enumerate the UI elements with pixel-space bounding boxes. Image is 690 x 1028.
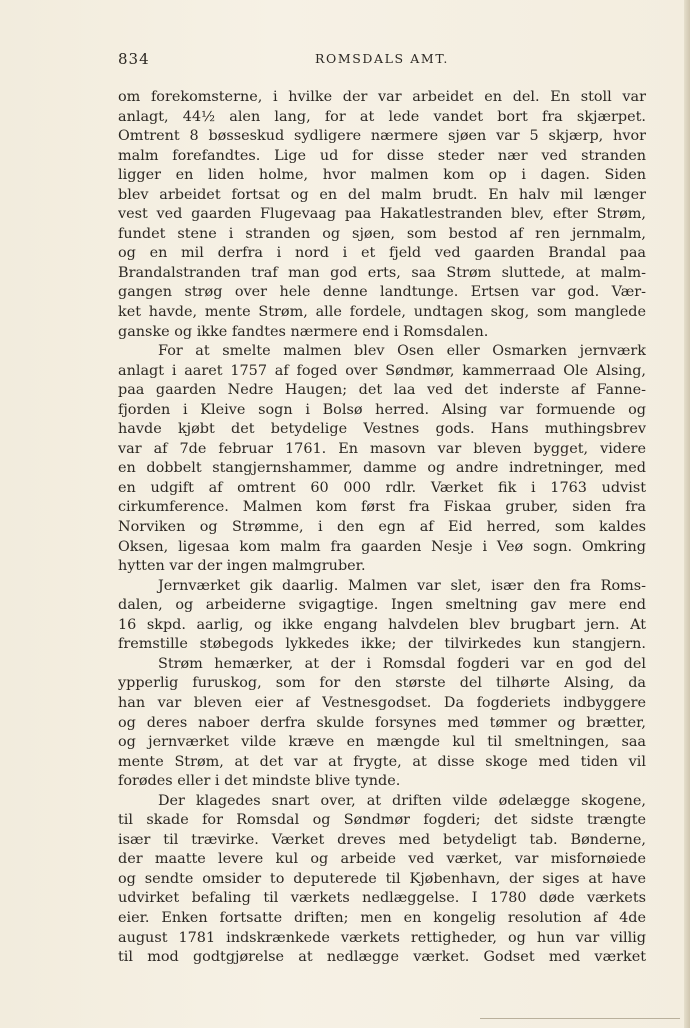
text-line: ket havde, mente Strøm, alle fordele, undtagen skog, som manglede	[118, 304, 646, 321]
page-header	[118, 50, 646, 70]
text-line: vest ved gaarden Flugevaag paa Hakatlestranden blev, efter Strøm,	[118, 206, 646, 223]
text-line: til mod godtgjørelse at nedlægge værket. Godset med værket	[118, 949, 646, 966]
text-line: til skade for Romsdal og Søndmør fogderi; det sidste trængte	[118, 812, 646, 829]
text-line: en dobbelt stangjernshammer, damme og andre indretninger, med	[118, 460, 646, 477]
text-line: Omtrent 8 bøsseskud sydligere nærmere sjøen var 5 skjærp, hvor	[118, 128, 646, 145]
text-line: fjorden i Kleive sogn i Bolsø herred. Alsing var formuende og	[118, 401, 646, 418]
text-line: og jernværket vilde kræve en mængde kul til smeltningen, saa	[118, 734, 646, 751]
body-text	[118, 88, 646, 968]
text-line: fundet stene i stranden og sjøen, som bestod af ren jernmalm,	[118, 225, 646, 242]
text-line: For at smelte malmen blev Osen eller Osmarken jernværk	[158, 343, 646, 360]
text-line: Jernværket gik daarlig. Malmen var slet, især den fra Roms-	[158, 577, 646, 594]
text-line: der maatte levere kul og arbeide ved værket, var misfornøiede	[118, 851, 646, 868]
text-line: august 1781 indskrænkede værkets rettigheder, og hun var villig	[118, 929, 646, 946]
text-line: fremstille støbegods lykkedes ikke; der tilvirkedes kun stangjern.	[118, 636, 646, 653]
text-line: anlagt, 44½ alen lang, for at lede vandet bort fra skjærpet.	[118, 108, 646, 125]
text-line: Der klagedes snart over, at driften vilde ødelægge skogene,	[158, 792, 646, 809]
text-line: paa gaarden Nedre Haugen; det laa ved det inderste af Fanne-	[118, 382, 646, 399]
text-line: hytten var der ingen malmgruber.	[118, 558, 366, 575]
text-line: mente Strøm, at det var at frygte, at disse skoge med tiden vil	[118, 753, 646, 770]
text-line: malm forefandtes. Lige ud for disse steder nær ved stranden	[118, 147, 646, 164]
text-line: Strøm hemærker, at der i Romsdal fogderi var en god del	[158, 655, 646, 672]
text-line: eier. Enken fortsatte driften; men en kongelig resolution af 4de	[118, 909, 646, 926]
text-line: gangen strøg over hele denne landtunge. Ertsen var god. Vær-	[118, 284, 646, 301]
text-line: Brandalstranden traf man god erts, saa Strøm sluttede, at malm-	[118, 264, 646, 281]
text-line: ligger en liden holme, hvor malmen kom op i dagen. Siden	[118, 167, 646, 184]
text-line: om forekomsterne, i hvilke der var arbeidet en del. En stoll var	[118, 89, 646, 105]
text-line: ganske og ikke fandtes nærmere end i Romsdalen.	[118, 323, 489, 340]
text-line: forødes eller i det mindste blive tynde.	[118, 773, 401, 790]
text-line: udvirket befaling til værkets nedlæggelse. I 1780 døde værkets	[118, 890, 646, 907]
text-line: anlagt i aaret 1757 af foged over Søndmør, kammerraad Ole Alsing,	[118, 362, 646, 379]
page-edge	[684, 0, 690, 1028]
text-line: 16 skpd. aarlig, og ikke engang halvdelen blev brugbart jern. At	[118, 616, 646, 633]
text-line: især til trævirke. Værket dreves med betydeligt tab. Bønderne,	[118, 831, 646, 848]
text-line: havde kjøbt det betydelige Vestnes gods. Hans muthingsbrev	[118, 421, 646, 438]
text-line: og en mil derfra i nord i et fjeld ved gaarden Brandal paa	[118, 245, 646, 262]
text-line: blev arbeidet fortsat og en del malm brudt. En halv mil længer	[118, 186, 646, 203]
page-number: 834	[118, 50, 150, 68]
text-line: en udgift af omtrent 60 000 rdlr. Værket fik i 1763 udvist	[118, 479, 646, 496]
text-line: Oksen, ligesaa kom malm fra gaarden Nesje i Veø sogn. Omkring	[118, 538, 646, 555]
text-line: og sendte omsider to deputerede til Kjøbenhavn, der siges at have	[118, 870, 646, 887]
running-title: ROMSDALS AMT.	[314, 51, 449, 66]
text-line: var af 7de februar 1761. En masovn var bleven bygget, videre	[118, 440, 646, 457]
text-line: Norviken og Strømme, i den egn af Eid herred, som kaldes	[118, 519, 646, 536]
text-line: og deres naboer derfra skulde forsynes med tømmer og brætter,	[118, 714, 646, 731]
text-line: cirkumference. Malmen kom først fra Fiskaa gruber, siden fra	[118, 499, 646, 516]
text-line: ypperlig furuskog, som for den største del tilhørte Alsing, da	[118, 675, 646, 692]
page-bottom-rule	[480, 1018, 680, 1019]
text-line: han var bleven eier af Vestnesgodset. Da fogderiets indbyggere	[118, 694, 646, 711]
text-line: dalen, og arbeiderne svigagtige. Ingen smeltning gav mere end	[118, 597, 646, 614]
